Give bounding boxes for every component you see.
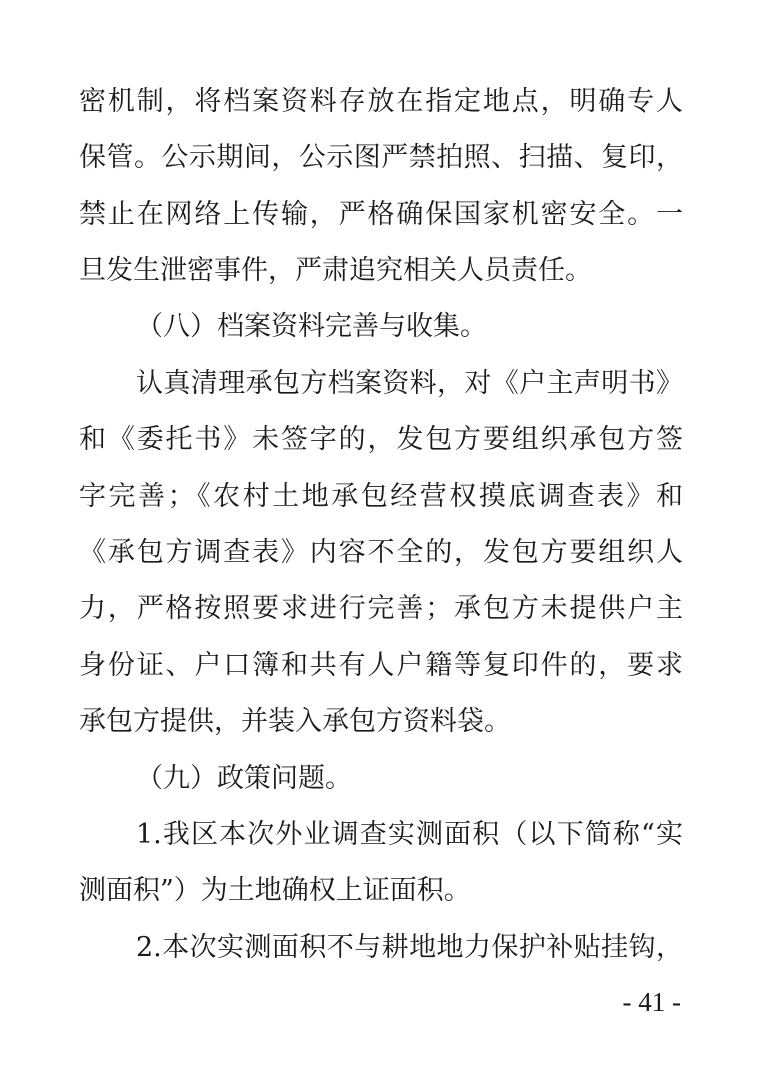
text-line: 身份证、户口簿和共有人户籍等复印件的，要求 xyxy=(79,650,683,681)
text-line: 和《委托书》未签字的，发包方要组织承包方签 xyxy=(79,424,683,455)
text-line: 《承包方调查表》内容不全的，发包方要组织人 xyxy=(79,537,683,568)
text-line: 旦发生泄密事件，严肃追究相关人员责任。 xyxy=(79,255,592,286)
text-line: 字完善；《农村土地承包经营权摸底调查表》和 xyxy=(79,481,683,512)
text-line: 认真清理承包方档案资料，对《户主声明书》 xyxy=(136,368,683,399)
text-line: 保管。公示期间，公示图严禁拍照、扫描、复印， xyxy=(79,142,683,173)
text-line: 1.我区本次外业调查实测面积（以下简称“实 xyxy=(136,819,683,850)
text-line: 2.本次实测面积不与耕地地力保护补贴挂钩， xyxy=(136,932,683,963)
text-line: 承包方提供，并装入承包方资料袋。 xyxy=(79,706,511,737)
text-line: 禁止在网络上传输，严格确保国家机密安全。一 xyxy=(79,199,683,230)
page-number: - 41 - xyxy=(622,987,681,1017)
text-line: 密机制，将档案资料存放在指定地点，明确专人 xyxy=(79,86,683,117)
section-heading: （九）政策问题。 xyxy=(136,763,352,794)
text-line: 力，严格按照要求进行完善；承包方未提供户主 xyxy=(79,593,683,624)
section-heading: （八）档案资料完善与收集。 xyxy=(136,311,487,342)
text-line: 测面积”）为土地确权上证面积。 xyxy=(79,875,471,906)
